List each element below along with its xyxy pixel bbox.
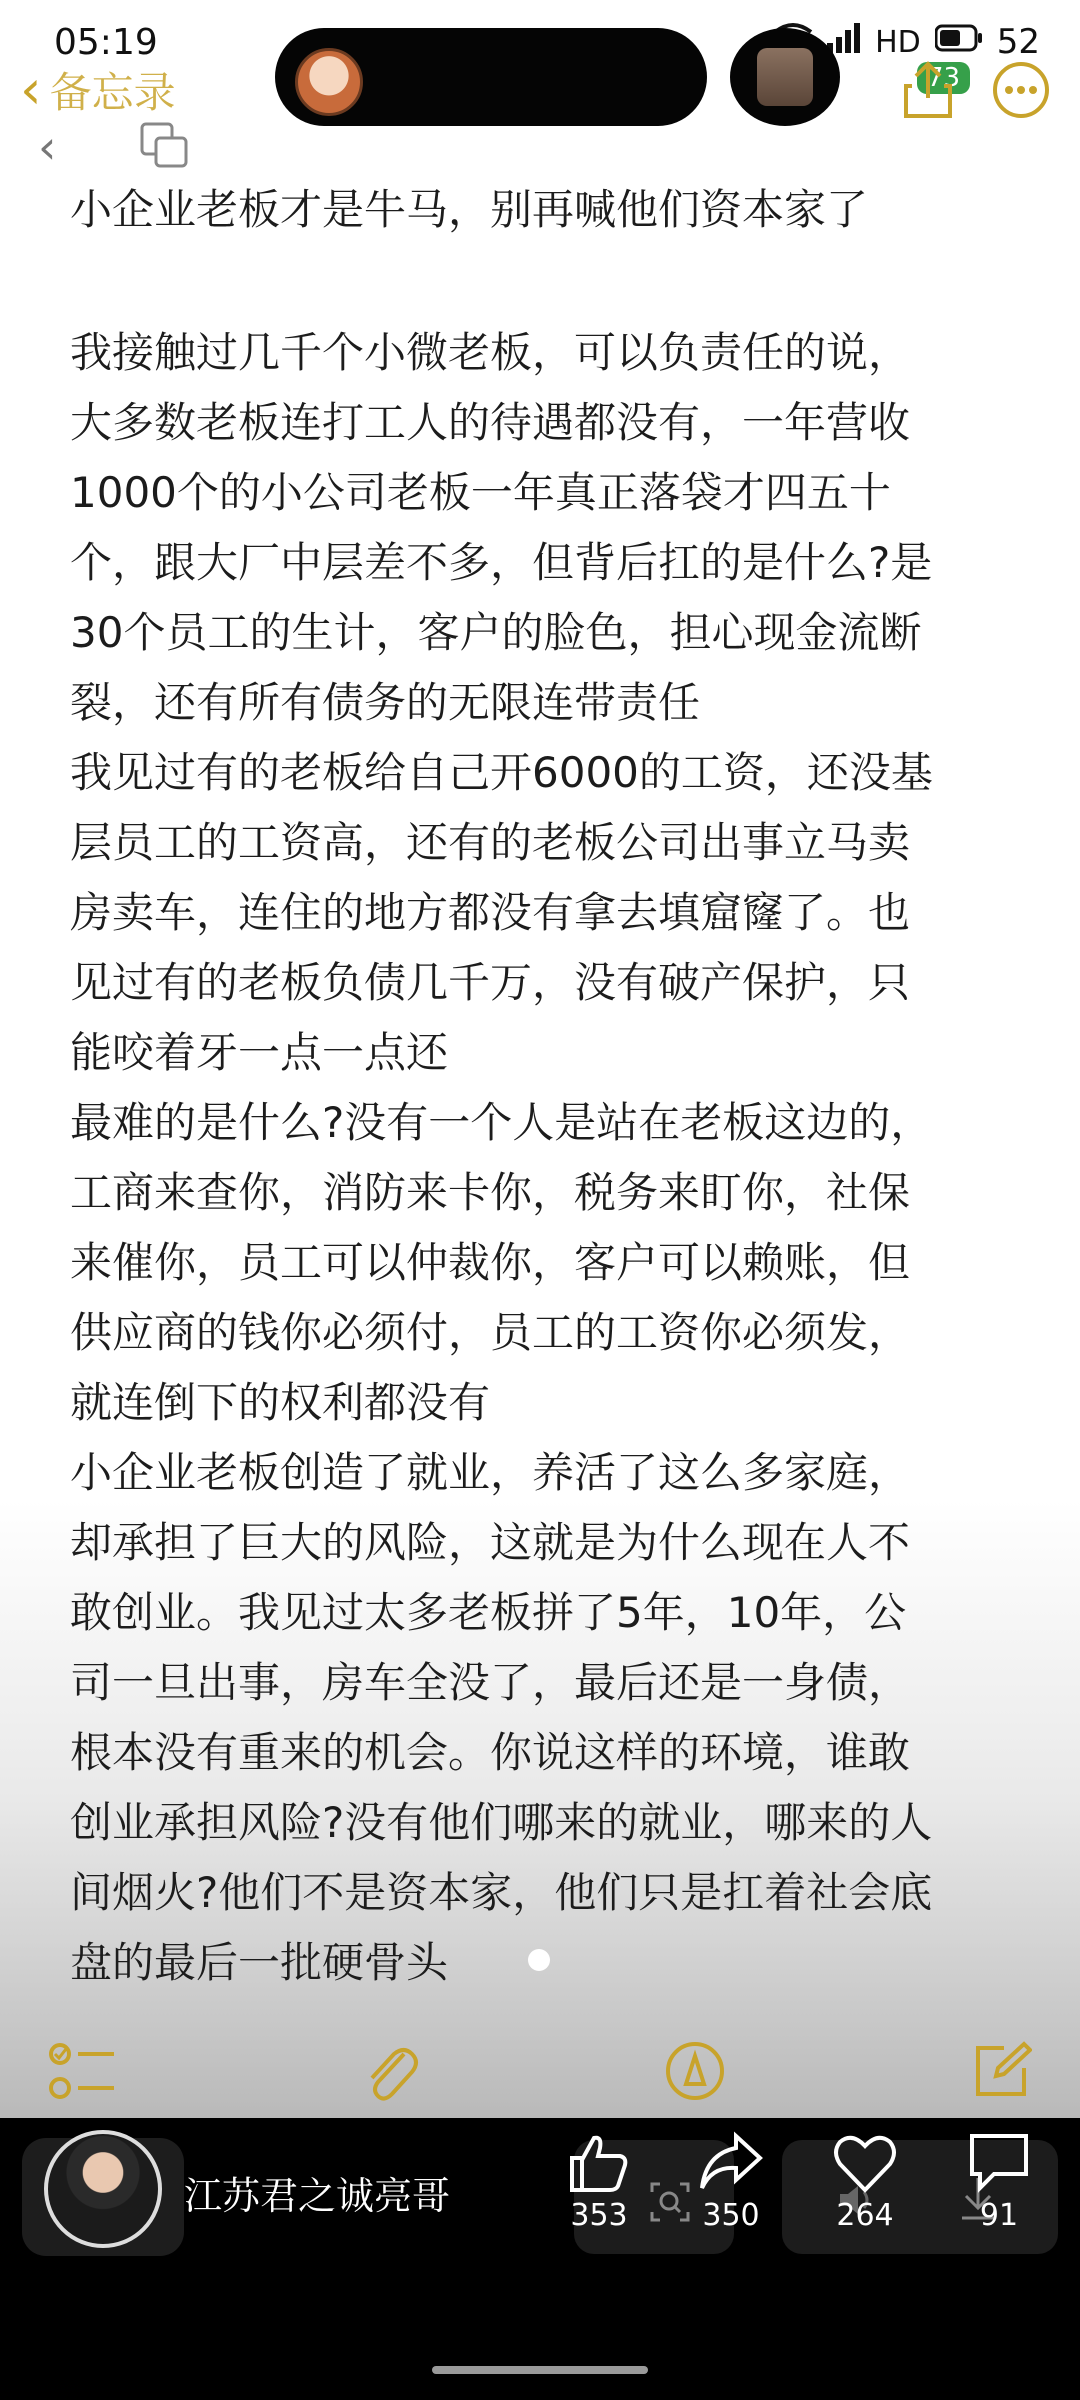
like-button[interactable] [544, 2130, 654, 2233]
note-line: 来催你，员工可以仲裁你，客户可以赖账，但 [70, 1238, 911, 1287]
note-line: 却承担了巨大的风险，这就是为什么现在人不 [70, 1518, 911, 1567]
notes-toolbar [0, 2040, 1080, 2118]
share-icon[interactable] [902, 60, 954, 120]
avatar[interactable] [44, 2130, 162, 2248]
note-line: 层员工的工资高，还有的老板公司出事立马卖 [70, 818, 911, 867]
chevron-left-icon: ‹ [20, 58, 42, 121]
note-body[interactable] [70, 318, 1020, 1998]
note-line: 小企业老板创造了就业，养活了这么多家庭， [70, 1448, 911, 1497]
attachment-icon[interactable] [360, 2040, 420, 2110]
note-line: 司一旦出事，房车全没了，最后还是一身债， [70, 1658, 911, 1707]
note-line: 1000个的小公司老板一年真正落袋才四五十 [70, 468, 891, 517]
note-line: 裂，还有所有债务的无限连带责任 [70, 678, 701, 727]
note-line: 敢创业。我见过太多老板拼了5年，10年，公 [70, 1588, 907, 1637]
author-name[interactable]: 江苏君之诚亮哥 [184, 2174, 451, 2218]
comment-icon [944, 2130, 1054, 2196]
note-line: 盘的最后一批硬骨头 [70, 1938, 449, 1987]
like-count: 353 [570, 2198, 628, 2233]
battery-icon [935, 24, 983, 60]
text-cursor [528, 1949, 550, 1971]
note-line: 我见过有的老板给自己开6000的工资，还没基 [70, 748, 933, 797]
notification-badge: 73 [917, 62, 970, 94]
note-line: 能咬着牙一点一点还 [70, 1028, 449, 1077]
favorite-count: 264 [836, 2198, 894, 2233]
copy-icon[interactable] [140, 122, 190, 172]
note-line: 我接触过几千个小微老板，可以负责任的说， [70, 328, 911, 377]
note-title: 小企业老板才是牛马，别再喊他们资本家了 [70, 185, 869, 234]
note-line: 就连倒下的权利都没有 [70, 1378, 491, 1427]
note-line: 最难的是什么?没有一个人是站在老板这边的， [70, 1098, 933, 1147]
island-avatar [295, 48, 363, 116]
note-line: 间烟火?他们不是资本家，他们只是扛着社会底 [70, 1868, 933, 1917]
compose-icon[interactable] [970, 2040, 1032, 2106]
note-line: 供应商的钱你必须付，员工的工资你必须发， [70, 1308, 911, 1357]
battery-level: 52 [996, 22, 1040, 62]
back-label: 备忘录 [49, 68, 176, 117]
more-icon[interactable] [992, 61, 1050, 119]
thumbs-up-icon [544, 2130, 654, 2196]
favorite-button[interactable] [810, 2130, 920, 2233]
note-line: 30个员工的生计，客户的脸色，担心现金流断 [70, 608, 922, 657]
markup-pen-icon[interactable] [664, 2040, 726, 2106]
island-thumbnail [757, 48, 813, 106]
checklist-icon[interactable] [48, 2040, 118, 2110]
note-line: 大多数老板连打工人的待遇都没有，一年营收 [70, 398, 911, 447]
comment-button[interactable] [944, 2130, 1054, 2233]
note-line: 见过有的老板负债几千万，没有破产保护，只 [70, 958, 911, 1007]
note-line: 创业承担风险?没有他们哪来的就业，哪来的人 [70, 1798, 933, 1847]
share-button[interactable] [676, 2130, 786, 2233]
comment-count: 91 [979, 2198, 1019, 2233]
note-line: 工商来查你，消防来卡你，税务来盯你，社保 [70, 1168, 911, 1217]
header-actions [902, 60, 1050, 120]
network-label: HD [875, 24, 921, 60]
share-arrow-icon [676, 2130, 786, 2196]
overlay-back-icon[interactable]: ‹ [38, 120, 57, 174]
status-time: 05:19 [54, 22, 158, 63]
share-count: 350 [702, 2198, 760, 2233]
home-indicator[interactable] [432, 2366, 648, 2374]
heart-icon [810, 2130, 920, 2196]
note-line: 个，跟大厂中层差不多，但背后扛的是什么?是 [70, 538, 933, 587]
note-line: 房卖车，连住的地方都没有拿去填窟窿了。也 [70, 888, 911, 937]
back-button[interactable] [20, 60, 176, 120]
note-line: 根本没有重来的机会。你说这样的环境，谁敢 [70, 1728, 911, 1777]
